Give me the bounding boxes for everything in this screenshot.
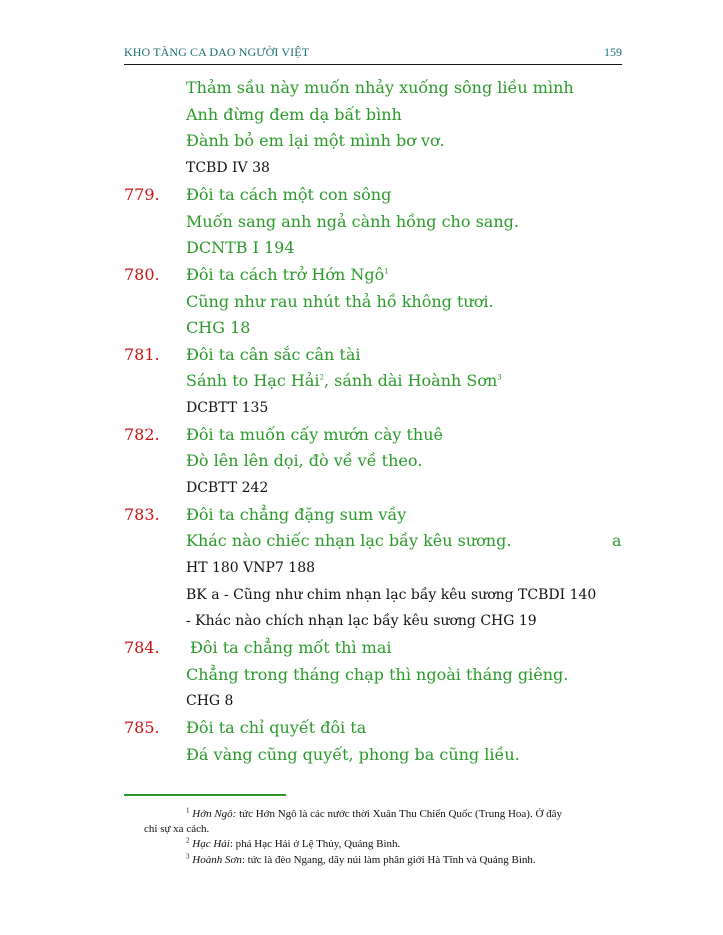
verse-line: Đôi ta chẳng đặng sum vầy xyxy=(186,505,407,524)
footnote-ref: 2 xyxy=(319,373,324,382)
verse-line: Đôi ta cân sắc cân tài xyxy=(186,345,361,364)
variant-marker: a xyxy=(612,531,622,550)
verse-number: 782. xyxy=(124,425,160,444)
verse-line: Cũng như rau nhút thả hồ không tươi. xyxy=(186,292,494,311)
verse-line: Đôi ta chỉ quyết đôi ta xyxy=(186,718,367,737)
source-citation: DCNTB I 194 xyxy=(186,238,295,257)
source-citation: DCBTT 135 xyxy=(186,400,269,416)
page-number: 159 xyxy=(604,45,622,59)
source-citation: CHG 8 xyxy=(186,693,234,709)
source-citation: DCBTT 242 xyxy=(186,480,269,496)
verse-line: Đôi ta cách trở Hớn Ngô$^1$ xyxy=(186,265,389,284)
verse-line: Đôi ta muốn cấy mướn cày thuê xyxy=(186,425,443,444)
variant-note: - Khác nào chích nhạn lạc bầy kêu sương CHG 19 xyxy=(186,613,537,629)
verse-line: Đôi ta chẳng mốt thì mai xyxy=(190,638,392,657)
source-citation: HT 180 VNP7 188 xyxy=(186,560,316,576)
verse-line: Đá vàng cũng quyết, phong ba cũng liều. xyxy=(186,745,520,764)
verse-line: Đành bỏ em lại một mình bơ vơ. xyxy=(186,131,445,150)
verse-line: Muốn sang anh ngả cành hồng cho sang. xyxy=(186,212,519,231)
footnote-1-continuation: chỉ sự xa cách. xyxy=(144,823,210,835)
source-citation: TCBD IV 38 xyxy=(186,160,270,176)
footnote-2: $^2$ Hạc Hải: phá Hạc Hải ở Lệ Thủy, Quảng Bình. xyxy=(186,836,401,850)
source-citation: CHG 18 xyxy=(186,318,251,337)
verse-number: 780. xyxy=(124,265,160,284)
footnote-1: $^1$ Hớn Ngô: tức Hớn Ngô là các nước thời Xuân Thu Chiến Quốc (Trung Hoa). Ở đây xyxy=(186,806,563,820)
running-header xyxy=(124,44,622,65)
verse-line: Sánh to Hạc Hải$^2$, sánh dài Hoành Sơn$^3$ xyxy=(186,371,502,390)
verse-number: 781. xyxy=(124,345,160,364)
footnote-3: $^3$ Hoành Sơn: tức là đèo Ngang, dãy núi làm phân giới Hà Tĩnh và Quảng Bình. xyxy=(186,852,536,866)
verse-number: 784. xyxy=(124,638,160,657)
verse-line: Đò lên lên dọi, đò về về theo. xyxy=(186,451,423,470)
book-title: KHO TÀNG CA DAO NGƯỜI VIỆT xyxy=(124,45,310,59)
verse-number: 785. xyxy=(124,718,160,737)
verse-line: Chẳng trong tháng chạp thì ngoài tháng giêng. xyxy=(186,665,569,684)
verse-line: Anh đừng đem dạ bất bình xyxy=(186,105,402,124)
variant-note: BK a - Cũng như chim nhạn lạc bầy kêu sương TCBDI 140 xyxy=(186,587,597,603)
verse-line: Đôi ta cách một con sông xyxy=(186,185,392,204)
verse-line: Thảm sầu này muốn nhảy xuống sông liều mình xyxy=(186,78,574,97)
verse-line: Khác nào chiếc nhạn lạc bầy kêu sương. xyxy=(186,531,512,550)
verse-number: 779. xyxy=(124,185,160,204)
verse-number: 783. xyxy=(124,505,160,524)
footnote-ref: 3 xyxy=(497,373,502,382)
footnote-ref: 1 xyxy=(384,267,389,276)
footnote-separator xyxy=(124,794,286,796)
